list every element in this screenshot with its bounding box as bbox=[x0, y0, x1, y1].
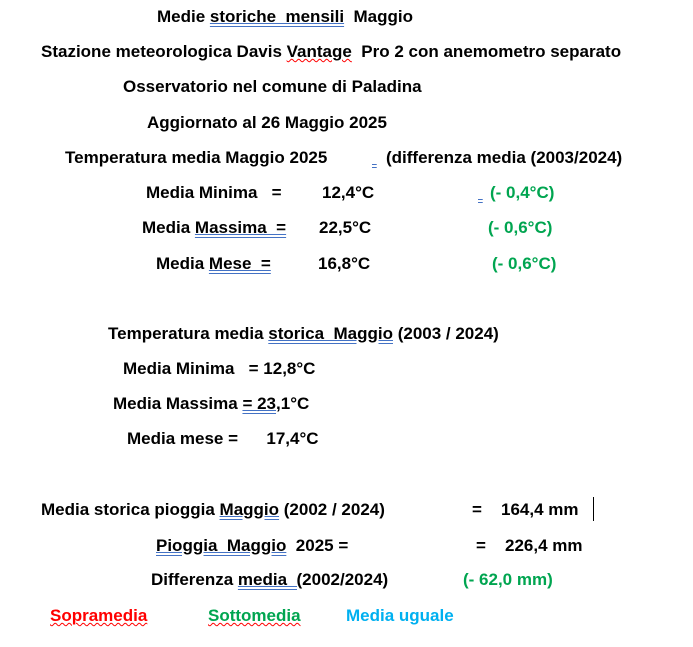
current-max-diff: (- 0,6°C) bbox=[488, 218, 553, 237]
station-text: Stazione meteorologica Davis bbox=[41, 42, 287, 61]
historic-heading-ul: storica Maggio bbox=[268, 324, 393, 343]
current-min-value: 12,4°C bbox=[322, 183, 375, 202]
current-heading: Temperatura media Maggio 2025 bbox=[65, 148, 328, 167]
historic-heading-pre: Temperatura media bbox=[108, 324, 269, 343]
text-cursor bbox=[593, 497, 594, 521]
historic-max-ul: = 23 bbox=[242, 394, 277, 413]
historic-max-post: ,1°C bbox=[276, 394, 310, 413]
rain-diff-label bbox=[151, 569, 388, 591]
current-month-label-ul: Mese = bbox=[208, 254, 271, 273]
observatory-line: Osservatorio nel comune di Paladina bbox=[123, 77, 422, 96]
current-max-label bbox=[142, 217, 286, 239]
historic-month-line: Media mese = 17,4°C bbox=[127, 429, 319, 448]
current-min-label: Media Minima = bbox=[146, 183, 282, 202]
rain-historic-pre: Media storica pioggia bbox=[41, 500, 220, 519]
title-text: Medie bbox=[157, 7, 210, 26]
rain-diff-pre: Differenza bbox=[151, 570, 238, 589]
station-line bbox=[41, 41, 621, 63]
current-max-label-pre: Media bbox=[142, 218, 195, 237]
rain-current-eq: = bbox=[476, 536, 486, 555]
rain-historic-ul: Maggio bbox=[219, 500, 280, 519]
rain-diff-period: 2002/2024) bbox=[302, 570, 389, 589]
current-month-label-pre: Media bbox=[156, 254, 209, 273]
title-month: Maggio bbox=[344, 7, 414, 26]
rain-current-value: 226,4 mm bbox=[505, 536, 583, 555]
current-max-value: 22,5°C bbox=[319, 218, 372, 237]
rain-current-label bbox=[156, 535, 348, 557]
historic-max-line bbox=[113, 393, 309, 415]
rain-historic-period: (2002 / 2024) bbox=[279, 500, 385, 519]
legend-above: Sopramedia bbox=[50, 606, 148, 625]
legend-below: Sottomedia bbox=[208, 606, 301, 625]
rain-diff-ul: media ( bbox=[237, 570, 303, 589]
rain-historic-eq: = bbox=[472, 500, 482, 519]
current-month-diff: (- 0,6°C) bbox=[492, 254, 557, 273]
current-min-diff: (- 0,4°C) bbox=[490, 183, 555, 202]
current-heading-gap bbox=[372, 147, 386, 169]
station-brand: Vantage bbox=[286, 42, 352, 61]
historic-heading bbox=[108, 323, 499, 345]
historic-heading-period: (2003 / 2024) bbox=[392, 324, 499, 343]
updated-line: Aggiornato al 26 Maggio 2025 bbox=[147, 113, 387, 132]
rain-historic-label bbox=[41, 499, 385, 521]
current-month-label bbox=[156, 253, 271, 275]
title-line bbox=[157, 6, 413, 28]
legend-equal: Media uguale bbox=[346, 606, 454, 625]
current-month-value: 16,8°C bbox=[318, 254, 371, 273]
rain-current-ul: Pioggia Maggio bbox=[156, 536, 287, 555]
rain-current-post: 2025 = bbox=[286, 536, 349, 555]
rain-diff-value: (- 62,0 mm) bbox=[463, 570, 553, 589]
historic-min-line: Media Minima = 12,8°C bbox=[123, 359, 316, 378]
current-max-label-ul: Massima = bbox=[194, 218, 287, 237]
rain-historic-value: 164,4 mm bbox=[501, 500, 579, 519]
historic-max-pre: Media Massima bbox=[113, 394, 243, 413]
station-model: Pro 2 con anemometro separato bbox=[351, 42, 622, 61]
current-min-gap bbox=[478, 182, 489, 204]
title-underlined: storiche mensili bbox=[209, 7, 345, 26]
current-diff-heading: (differenza media (2003/2024) bbox=[386, 148, 623, 167]
